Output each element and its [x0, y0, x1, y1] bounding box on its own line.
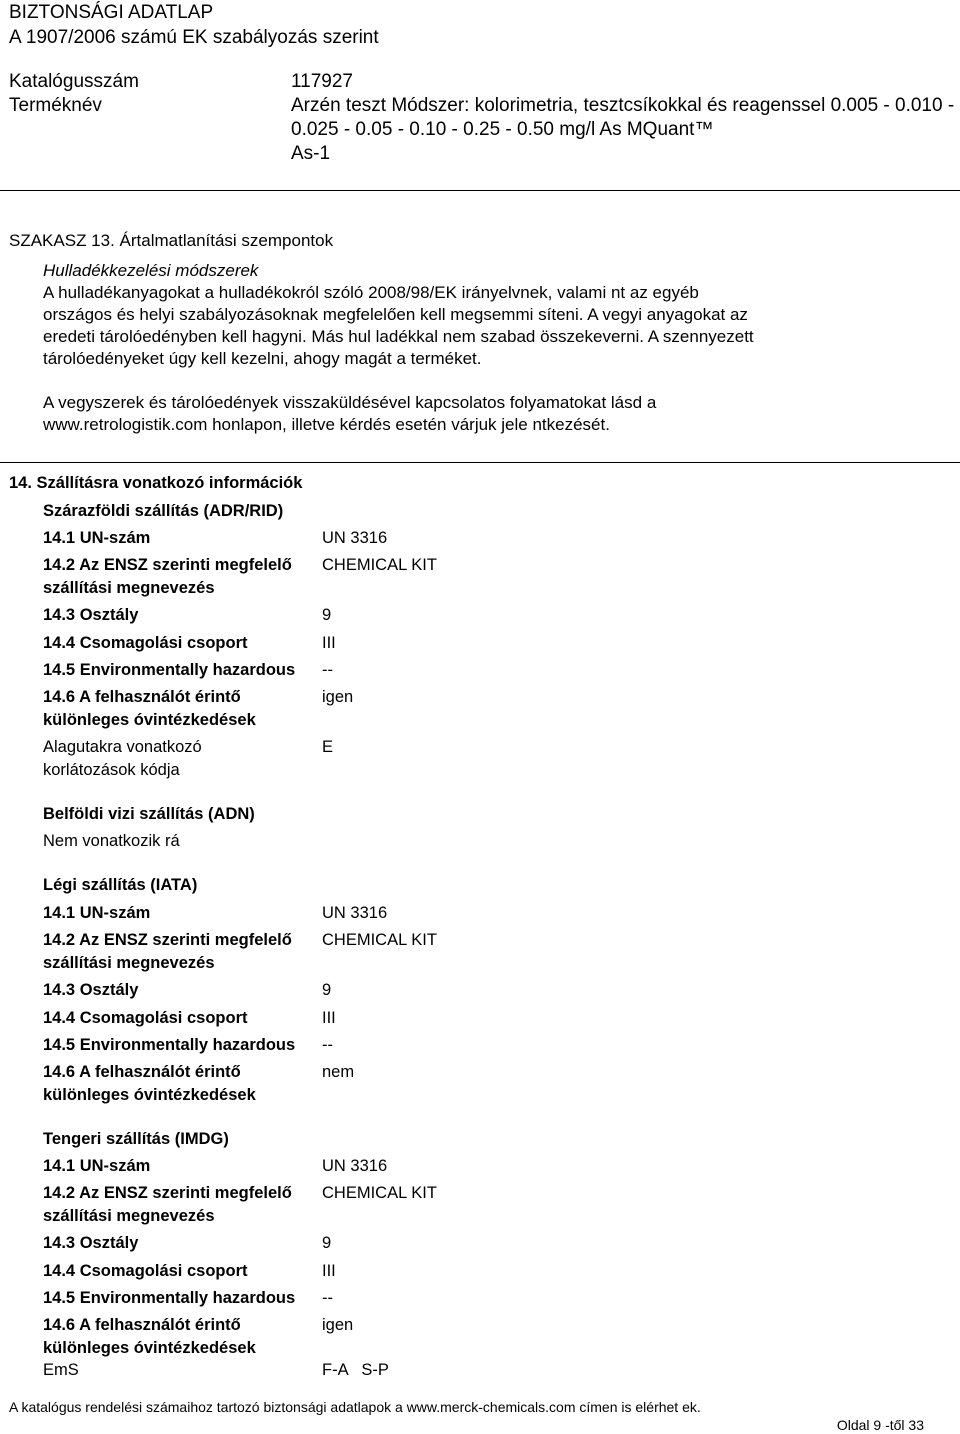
iata-row-label: 14.2 Az ENSZ szerinti megfelelő	[43, 931, 292, 949]
imdg-row-label: 14.3 Osztály	[43, 1234, 139, 1252]
adr-row-label: 14.2 Az ENSZ szerinti megfelelő	[43, 556, 292, 574]
imdg-row-value: UN 3316	[322, 1157, 388, 1175]
imdg-row-value: F-A S-P	[322, 1361, 389, 1379]
footer-note: A katalógus rendelési számaihoz tartozó biztonsági adatlapok a www.merck-chemicals.com címen is elérhet ek.	[9, 1399, 701, 1415]
adn-title: Belföldi vizi szállítás (ADN)	[43, 805, 255, 823]
adr-row-label: 14.4 Csomagolási csoport	[43, 634, 248, 652]
imdg-row-value: III	[322, 1262, 336, 1280]
iata-row-value: III	[322, 1009, 336, 1027]
product-name-line: 0.025 - 0.05 - 0.10 - 0.25 - 0.50 mg/l As MQuant™	[291, 119, 714, 140]
regulation-subtitle: A 1907/2006 számú EK szabályozás szerint	[9, 27, 379, 48]
paragraph-line: A hulladékanyagokat a hulladékokról szóló 2008/98/EK irányelvnek, valami nt az egyéb	[43, 283, 699, 302]
paragraph-line: országos és helyi szabályozásoknak megfelelően kell megsemmi síteni. A vegyi anyagokat az	[43, 305, 748, 324]
adr-row-label: szállítási megnevezés	[43, 579, 215, 597]
adr-row-label: korlátozások kódja	[43, 761, 180, 779]
section-divider	[0, 462, 960, 463]
section-13-subheading: Hulladékkezelési módszerek	[43, 261, 259, 280]
iata-title: Légi szállítás (IATA)	[43, 876, 198, 894]
imdg-row-label: különleges óvintézkedések	[43, 1339, 256, 1357]
page-number: Oldal 9 -től 33	[836, 1417, 924, 1433]
catalog-value: 117927	[291, 71, 353, 92]
imdg-row-value: CHEMICAL KIT	[322, 1184, 437, 1202]
iata-row-value: CHEMICAL KIT	[322, 931, 437, 949]
iata-row-label: szállítási megnevezés	[43, 954, 215, 972]
product-label: Terméknév	[9, 95, 102, 116]
product-name-line: As-1	[291, 143, 331, 164]
adr-row-value: UN 3316	[322, 529, 388, 547]
adr-row-label: 14.6 A felhasználót érintő	[43, 688, 241, 706]
adr-row-label: különleges óvintézkedések	[43, 711, 256, 729]
paragraph-line: eredeti tárolóedényben kell hagyni. Más hul ladékkal nem szabad összekeverni. A szennyezett	[43, 327, 754, 346]
adr-row-value: III	[322, 634, 336, 652]
imdg-row-label: 14.1 UN-szám	[43, 1157, 151, 1175]
adr-row-value: --	[322, 661, 333, 679]
section-13-heading: SZAKASZ 13. Ártalmatlanítási szempontok	[9, 231, 334, 250]
imdg-row-value: 9	[322, 1234, 332, 1252]
imdg-row-label: 14.6 A felhasználót érintő	[43, 1316, 241, 1334]
adr-row-value: igen	[322, 688, 354, 706]
iata-row-value: --	[322, 1036, 333, 1054]
iata-row-label: 14.4 Csomagolási csoport	[43, 1009, 248, 1027]
adr-row-label: 14.5 Environmentally hazardous	[43, 661, 296, 679]
imdg-row-value: --	[322, 1289, 333, 1307]
paragraph-line: A vegyszerek és tárolóedények visszaküldésével kapcsolatos folyamatokat lásd a	[43, 393, 657, 412]
iata-row-value: UN 3316	[322, 904, 388, 922]
paragraph-line: tárolóedényeket úgy kell kezelni, ahogy magát a terméket.	[43, 349, 482, 368]
iata-row-value: 9	[322, 981, 332, 999]
imdg-row-label: szállítási megnevezés	[43, 1207, 215, 1225]
imdg-row-value: igen	[322, 1316, 354, 1334]
iata-row-value: nem	[322, 1063, 355, 1081]
paragraph-line: www.retrologistik.com honlapon, illetve kérdés esetén várjuk jele ntkezését.	[43, 415, 610, 434]
iata-row-label: 14.6 A felhasználót érintő	[43, 1063, 241, 1081]
adr-row-value: 9	[322, 606, 332, 624]
imdg-row-label: 14.5 Environmentally hazardous	[43, 1289, 296, 1307]
iata-row-label: 14.5 Environmentally hazardous	[43, 1036, 296, 1054]
adr-row-label: 14.3 Osztály	[43, 606, 139, 624]
iata-row-label: különleges óvintézkedések	[43, 1086, 256, 1104]
imdg-row-label: 14.2 Az ENSZ szerinti megfelelő	[43, 1184, 292, 1202]
adr-row-label: 14.1 UN-szám	[43, 529, 151, 547]
imdg-row-label: 14.4 Csomagolási csoport	[43, 1262, 248, 1280]
iata-row-label: 14.3 Osztály	[43, 981, 139, 999]
header-divider	[0, 190, 960, 191]
adr-row-label: Alagutakra vonatkozó	[43, 738, 202, 756]
adr-title: Szárazföldi szállítás (ADR/RID)	[43, 502, 284, 520]
adn-text: Nem vonatkozik rá	[43, 832, 180, 850]
iata-row-label: 14.1 UN-szám	[43, 904, 151, 922]
product-name-line: Arzén teszt Módszer: kolorimetria, tesztcsíkokkal és reagenssel 0.005 - 0.010 -	[291, 95, 955, 116]
document-title: BIZTONSÁGI ADATLAP	[9, 2, 214, 23]
adr-row-value: E	[322, 738, 334, 756]
imdg-title: Tengeri szállítás (IMDG)	[43, 1130, 229, 1148]
adr-row-value: CHEMICAL KIT	[322, 556, 437, 574]
catalog-label: Katalógusszám	[9, 71, 139, 92]
imdg-row-label: EmS	[43, 1361, 79, 1379]
section-14-heading: 14. Szállításra vonatkozó információk	[9, 474, 303, 492]
